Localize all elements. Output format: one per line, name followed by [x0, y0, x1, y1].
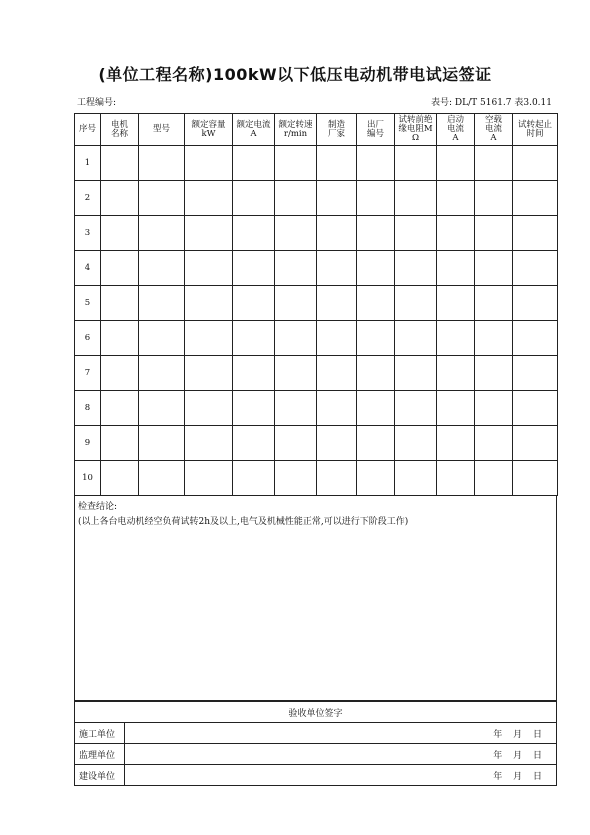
- table-cell[interactable]: [185, 181, 233, 216]
- signature-row: [75, 744, 557, 765]
- table-cell[interactable]: [233, 286, 275, 321]
- header-insulation-resistance: 试转前绝 缘电阻M Ω: [395, 114, 437, 146]
- table-cell[interactable]: [475, 251, 513, 286]
- table-cell[interactable]: [185, 216, 233, 251]
- table-row: [75, 426, 558, 461]
- table-cell[interactable]: [101, 181, 139, 216]
- conclusion-text: (以上各台电动机经空负荷试转2h及以上,电气及机械性能正常,可以进行下阶段工作): [78, 517, 409, 527]
- header-rated-speed: 额定转速 r/min: [275, 114, 317, 146]
- table-cell[interactable]: [101, 216, 139, 251]
- table-cell[interactable]: [185, 286, 233, 321]
- row-number: 9: [75, 426, 101, 461]
- table-cell[interactable]: [317, 146, 357, 181]
- table-cell[interactable]: [139, 426, 185, 461]
- table-cell[interactable]: [101, 356, 139, 391]
- table-cell[interactable]: [233, 461, 275, 496]
- table-cell[interactable]: [475, 286, 513, 321]
- table-cell[interactable]: [357, 286, 395, 321]
- table-cell[interactable]: [357, 356, 395, 391]
- table-cell[interactable]: [513, 251, 558, 286]
- table-cell[interactable]: [317, 356, 357, 391]
- table-cell[interactable]: [275, 286, 317, 321]
- table-cell[interactable]: [101, 251, 139, 286]
- form-number: 表号: DL/T 5161.7 表3.0.11: [431, 98, 552, 108]
- table-cell[interactable]: [475, 461, 513, 496]
- header-manufacturer: 制造 厂家: [317, 114, 357, 146]
- table-cell[interactable]: [139, 251, 185, 286]
- row-number: 8: [75, 391, 101, 426]
- table-cell[interactable]: [513, 356, 558, 391]
- table-cell[interactable]: [185, 146, 233, 181]
- table-cell[interactable]: [395, 216, 437, 251]
- table-cell[interactable]: [185, 356, 233, 391]
- table-cell[interactable]: [185, 391, 233, 426]
- conclusion-box: [74, 495, 557, 701]
- table-cell[interactable]: [233, 146, 275, 181]
- table-cell[interactable]: [185, 321, 233, 356]
- table-cell[interactable]: [275, 321, 317, 356]
- table-row: [75, 216, 558, 251]
- table-row: [75, 181, 558, 216]
- table-cell[interactable]: [139, 146, 185, 181]
- table-cell[interactable]: [317, 461, 357, 496]
- table-cell[interactable]: [513, 426, 558, 461]
- table-cell[interactable]: [275, 251, 317, 286]
- signature-unit: 建设单位: [75, 765, 125, 786]
- table-row: [75, 391, 558, 426]
- row-number: 7: [75, 356, 101, 391]
- table-cell[interactable]: [395, 426, 437, 461]
- table-cell[interactable]: [395, 146, 437, 181]
- table-cell[interactable]: [275, 391, 317, 426]
- table-cell[interactable]: [275, 426, 317, 461]
- table-cell[interactable]: [357, 251, 395, 286]
- table-cell[interactable]: [317, 286, 357, 321]
- table-cell[interactable]: [233, 251, 275, 286]
- table-cell[interactable]: [395, 321, 437, 356]
- row-number: 6: [75, 321, 101, 356]
- table-cell[interactable]: [437, 356, 475, 391]
- header-rated-current: 额定电流 A: [233, 114, 275, 146]
- table-cell[interactable]: [101, 391, 139, 426]
- table-cell[interactable]: [357, 146, 395, 181]
- table-row: [75, 356, 558, 391]
- table-cell[interactable]: [475, 216, 513, 251]
- table-cell[interactable]: [185, 461, 233, 496]
- table-cell[interactable]: [437, 181, 475, 216]
- table-cell[interactable]: [317, 391, 357, 426]
- table-cell[interactable]: [275, 216, 317, 251]
- project-number-label: 工程编号:: [77, 98, 117, 108]
- signature-unit: 施工单位: [75, 723, 125, 744]
- table-cell[interactable]: [475, 391, 513, 426]
- table-cell[interactable]: [275, 181, 317, 216]
- table-cell[interactable]: [139, 356, 185, 391]
- table-cell[interactable]: [395, 286, 437, 321]
- signature-date[interactable]: 年 月 日: [125, 723, 557, 744]
- table-cell[interactable]: [395, 181, 437, 216]
- header-rated-capacity: 额定容量 kW: [185, 114, 233, 146]
- table-row: [75, 286, 558, 321]
- table-header-row: [75, 114, 558, 146]
- header-seq: 序号: [75, 114, 101, 146]
- table-cell[interactable]: [185, 426, 233, 461]
- table-cell[interactable]: [395, 391, 437, 426]
- signature-table: [74, 701, 557, 786]
- table-cell[interactable]: [513, 391, 558, 426]
- table-cell[interactable]: [275, 461, 317, 496]
- table-row: [75, 251, 558, 286]
- table-cell[interactable]: [139, 391, 185, 426]
- header-start-current: 启动 电流 A: [437, 114, 475, 146]
- row-number: 5: [75, 286, 101, 321]
- table-cell[interactable]: [233, 356, 275, 391]
- table-cell[interactable]: [437, 321, 475, 356]
- table-cell[interactable]: [475, 321, 513, 356]
- table-cell[interactable]: [513, 146, 558, 181]
- signature-row: [75, 765, 557, 786]
- table-cell[interactable]: [101, 321, 139, 356]
- table-cell[interactable]: [475, 426, 513, 461]
- table-cell[interactable]: [513, 461, 558, 496]
- signature-header: 验收单位签字: [75, 702, 557, 723]
- motor-trial-table: [74, 113, 558, 496]
- table-cell[interactable]: [139, 286, 185, 321]
- table-cell[interactable]: [513, 286, 558, 321]
- table-cell[interactable]: [317, 321, 357, 356]
- table-cell[interactable]: [395, 356, 437, 391]
- table-cell[interactable]: [437, 146, 475, 181]
- table-cell[interactable]: [513, 321, 558, 356]
- signature-date[interactable]: 年 月 日: [125, 765, 557, 786]
- table-cell[interactable]: [513, 216, 558, 251]
- row-number: 2: [75, 181, 101, 216]
- table-cell[interactable]: [475, 146, 513, 181]
- table-cell[interactable]: [357, 461, 395, 496]
- header-serial-no: 出厂 编号: [357, 114, 395, 146]
- table-cell[interactable]: [317, 426, 357, 461]
- header-motor-name: 电机 名称: [101, 114, 139, 146]
- table-cell[interactable]: [357, 321, 395, 356]
- table-cell[interactable]: [513, 181, 558, 216]
- row-number: 4: [75, 251, 101, 286]
- table-row: [75, 461, 558, 496]
- table-cell[interactable]: [437, 426, 475, 461]
- table-cell[interactable]: [317, 251, 357, 286]
- table-cell[interactable]: [139, 461, 185, 496]
- header-noload-current: 空载 电流 A: [475, 114, 513, 146]
- table-cell[interactable]: [101, 461, 139, 496]
- conclusion-label: 检查结论:: [78, 502, 118, 512]
- table-cell[interactable]: [275, 356, 317, 391]
- table-cell[interactable]: [437, 391, 475, 426]
- table-cell[interactable]: [101, 426, 139, 461]
- table-cell[interactable]: [139, 216, 185, 251]
- table-cell[interactable]: [437, 216, 475, 251]
- table-cell[interactable]: [437, 286, 475, 321]
- table-cell[interactable]: [139, 321, 185, 356]
- table-cell[interactable]: [437, 251, 475, 286]
- signature-date[interactable]: 年 月 日: [125, 744, 557, 765]
- row-number: 3: [75, 216, 101, 251]
- table-cell[interactable]: [233, 391, 275, 426]
- table-cell[interactable]: [317, 181, 357, 216]
- table-cell[interactable]: [101, 146, 139, 181]
- table-cell[interactable]: [357, 216, 395, 251]
- table-cell[interactable]: [357, 391, 395, 426]
- table-cell[interactable]: [275, 146, 317, 181]
- table-cell[interactable]: [233, 321, 275, 356]
- table-cell[interactable]: [357, 181, 395, 216]
- table-cell[interactable]: [317, 216, 357, 251]
- table-cell[interactable]: [437, 461, 475, 496]
- signature-unit: 监理单位: [75, 744, 125, 765]
- signature-row: [75, 723, 557, 744]
- table-cell[interactable]: [395, 461, 437, 496]
- table-cell[interactable]: [475, 356, 513, 391]
- table-cell[interactable]: [233, 426, 275, 461]
- table-cell[interactable]: [395, 251, 437, 286]
- table-cell[interactable]: [357, 426, 395, 461]
- table-row: [75, 321, 558, 356]
- header-trial-time: 试转起止 时间: [513, 114, 558, 146]
- table-cell[interactable]: [475, 181, 513, 216]
- table-cell[interactable]: [185, 251, 233, 286]
- row-number: 10: [75, 461, 101, 496]
- table-cell[interactable]: [233, 216, 275, 251]
- page-title: (单位工程名称)100kW以下低压电动机带电试运签证: [98, 65, 492, 84]
- header-model: 型号: [139, 114, 185, 146]
- table-cell[interactable]: [139, 181, 185, 216]
- table-cell[interactable]: [233, 181, 275, 216]
- table-cell[interactable]: [101, 286, 139, 321]
- row-number: 1: [75, 146, 101, 181]
- table-row: [75, 146, 558, 181]
